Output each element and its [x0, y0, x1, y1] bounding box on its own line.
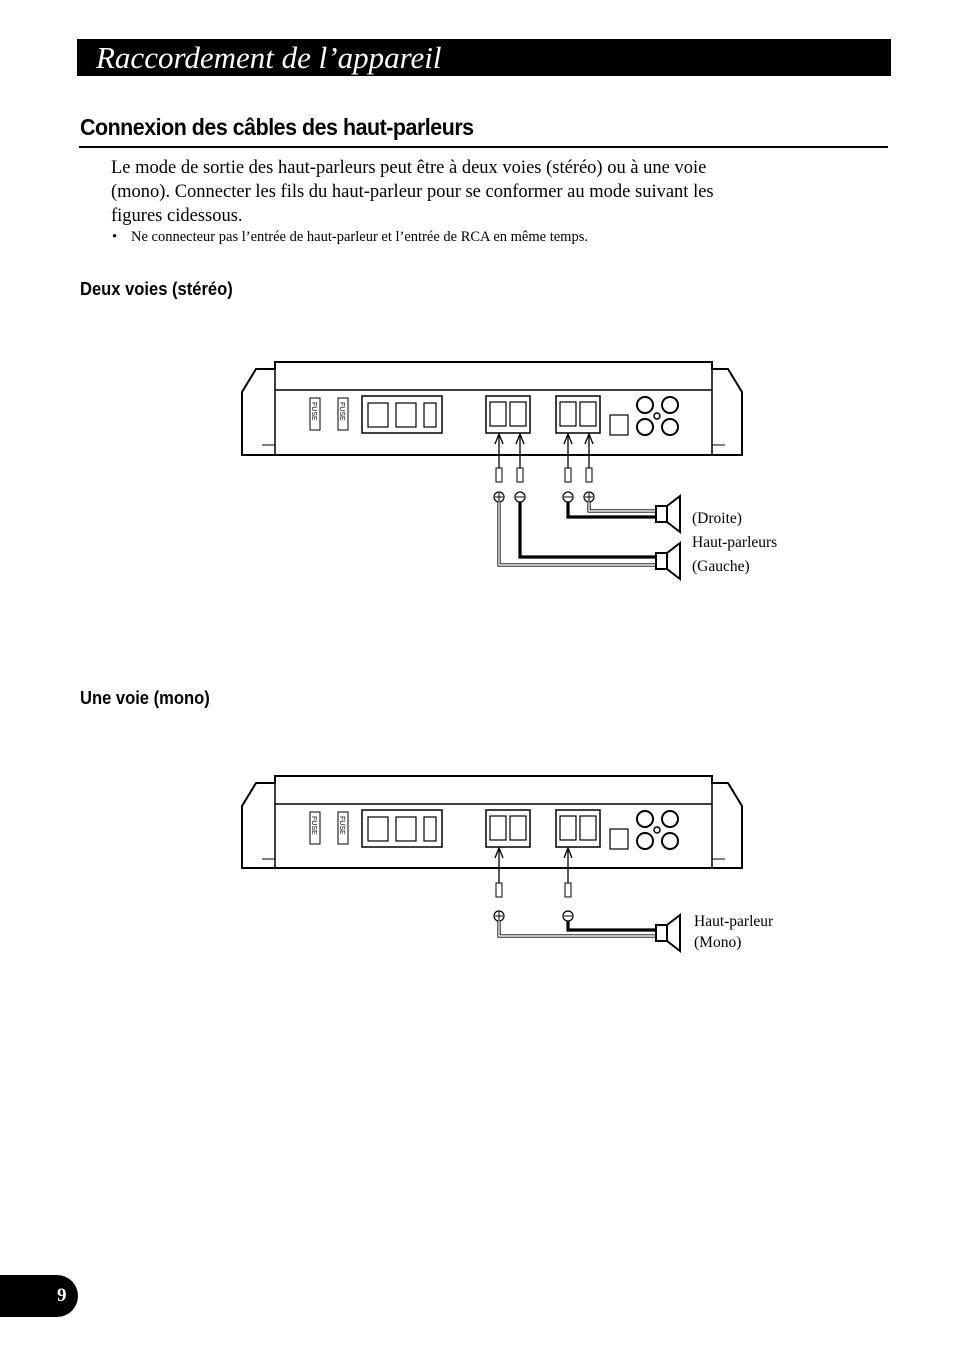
- mono-wiring-diagram: [0, 765, 954, 965]
- bullet-icon: •: [112, 229, 118, 245]
- fuse-label-2: FUSE: [338, 816, 345, 835]
- fuse-label-2: FUSE: [338, 402, 345, 421]
- page-number: 9: [57, 1285, 67, 1306]
- intro-paragraph: Le mode de sortie des haut-parleurs peut être à deux voies (stéréo) ou à une voie (mono). Connecter les fils du haut-parleur pour se conformer au mode suivant les figures cidessous.: [111, 158, 714, 226]
- label-left: (Gauche): [692, 558, 750, 575]
- header-bar: [77, 39, 891, 76]
- speaker-mono-icon: [656, 915, 680, 951]
- wire-mono-speaker: [499, 921, 656, 936]
- label-mono: (Mono): [694, 934, 742, 951]
- section-divider: [79, 146, 888, 148]
- stereo-diagram-svg: [0, 350, 954, 610]
- note-item: [112, 229, 588, 246]
- fuse-label-1: FUSE: [310, 402, 317, 421]
- fuse-label-1: FUSE: [310, 816, 317, 835]
- speaker-left-icon: [656, 543, 680, 579]
- label-speaker: Haut-parleur: [694, 913, 774, 930]
- wire-right-speaker: [568, 502, 656, 517]
- label-right: (Droite): [692, 510, 742, 527]
- stereo-heading: Deux voies (stéréo): [80, 279, 233, 299]
- label-speakers: Haut-parleurs: [692, 534, 778, 551]
- stereo-wiring-diagram: [0, 350, 954, 610]
- mono-heading: Une voie (mono): [80, 688, 210, 708]
- page-header-title: Raccordement de l’appareil: [96, 40, 442, 75]
- note-text: Ne connecteur pas l’entrée de haut-parleur et l’entrée de RCA en même temps.: [131, 229, 588, 245]
- section-title: Connexion des câbles des haut-parleurs: [80, 114, 474, 140]
- speaker-right-icon: [656, 496, 680, 532]
- mono-diagram-svg: [0, 765, 954, 965]
- page-number-tab: [0, 1275, 78, 1317]
